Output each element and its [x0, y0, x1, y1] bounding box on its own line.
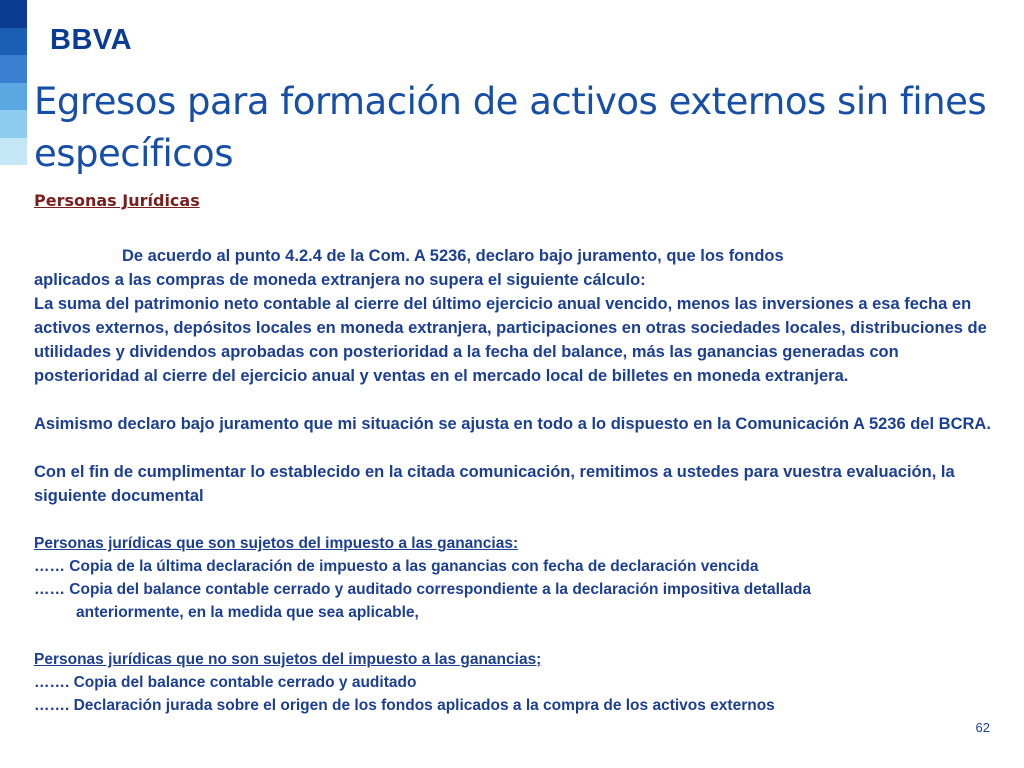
list-item: ……. Declaración jurada sobre el origen de los fondos aplicados a la compra de los activos externos: [34, 697, 775, 714]
section-subtitle: Personas Jurídicas: [34, 191, 200, 210]
paragraph-1-first-line: De acuerdo al punto 4.2.4 de la Com. A 5236, declaro bajo juramento, que los fondos: [122, 247, 784, 265]
list-item: ……. Copia del balance contable cerrado y auditado: [34, 674, 417, 691]
list-item-continuation: anteriormente, en la medida que sea aplicable,: [76, 604, 419, 621]
list-item: …… Copia del balance contable cerrado y auditado correspondiente a la declaración impositiva detallada: [34, 581, 811, 598]
paragraph-4: Con el fin de cumplimentar lo establecido en la citada comunicación, remitimos a ustedes para vuestra evaluación, la siguiente documental: [34, 463, 955, 505]
stripe-segment: [0, 110, 27, 138]
stripe-segment: [0, 28, 27, 56]
stripe-segment: [0, 138, 27, 166]
document-body: [34, 244, 994, 717]
stripe-segment: [0, 55, 27, 83]
page-title: Egresos para formación de activos externos sin fines específicos: [34, 80, 987, 175]
paragraph-3: Asimismo declaro bajo juramento que mi situación se ajusta en todo a lo dispuesto en la Comunicación A 5236 del BCRA.: [34, 415, 991, 433]
bbva-logo: BBVA: [50, 24, 133, 56]
section-taxpayers-heading: Personas jurídicas que son sujetos del impuesto a las ganancias:: [34, 535, 519, 552]
stripe-segment: [0, 0, 27, 28]
paragraph-1-rest: aplicados a las compras de moneda extranjera no supera el siguiente cálculo:: [34, 271, 646, 289]
paragraph-2: La suma del patrimonio neto contable al cierre del último ejercicio anual vencido, menos las inversiones a esa fecha en activos externos, depósitos locales en moneda extranjera, participaciones en otras sociedades locales, distribuciones de utilidades y dividendos aprobadas con posterioridad a la fecha del balance, más las ganancias generadas con posterioridad al cierre del ejercicio anual y ventas en el mercado local de billetes en moneda extranjera.: [34, 295, 987, 385]
page-number: 62: [975, 720, 990, 735]
list-item: …… Copia de la última declaración de impuesto a las ganancias con fecha de declaración vencida: [34, 558, 759, 575]
section-non-taxpayers-heading: Personas jurídicas que no son sujetos del impuesto a las ganancias;: [34, 651, 542, 668]
section-taxpayers: [34, 532, 994, 717]
stripe-segment: [0, 83, 27, 111]
brand-stripe: [0, 0, 27, 165]
